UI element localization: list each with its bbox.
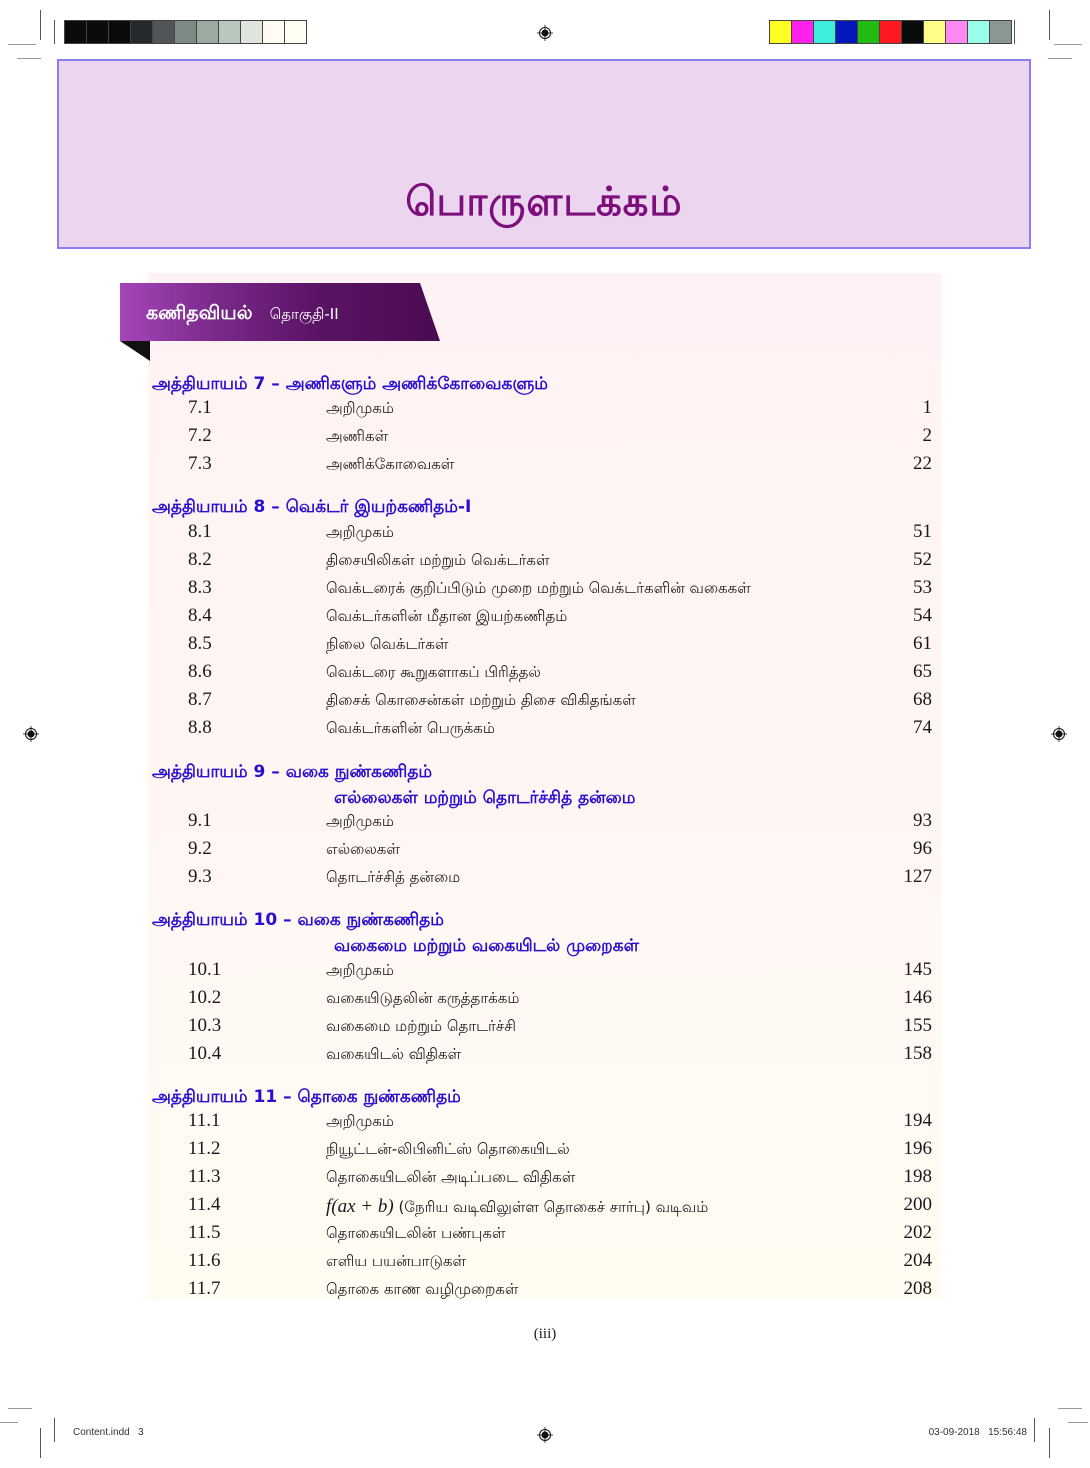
page-ref: 200 (903, 1194, 932, 1215)
page-ref: 1 (922, 397, 932, 418)
color-swatch (87, 21, 108, 43)
section-title-text: (நேரிய வடிவிலுள்ள தொகைச் சார்பு) வடிவம் (393, 1198, 709, 1216)
section-title: திசைக் கொசைன்கள் மற்றும் திசை விகிதங்கள் (326, 691, 636, 709)
section-number: 7.2 (188, 425, 212, 446)
toc-row[interactable] (150, 453, 932, 481)
page-ref: 54 (913, 605, 932, 626)
registration-mark-icon (537, 25, 553, 41)
color-swatch (814, 21, 835, 43)
page-ref: 202 (903, 1222, 932, 1243)
section-title: அறிமுகம் (326, 961, 394, 979)
crop-mark (1068, 1422, 1088, 1423)
page-ref: 96 (913, 838, 932, 859)
section-title: வகையிடுதலின் கருத்தாக்கம் (326, 989, 520, 1007)
subject-name: கணிதவியல் (146, 302, 253, 324)
section-number: 8.5 (188, 633, 212, 654)
section-number: 9.2 (188, 838, 212, 859)
section-title: வெக்டர்களின் பெருக்கம் (326, 719, 495, 737)
chapter-title: அத்தியாயம் 8 – வெக்டர் இயற்கணிதம்-I (152, 497, 472, 517)
registration-mark-icon (1051, 726, 1067, 742)
chapter-title: அத்தியாயம் 10 – வகை நுண்கணிதம் (152, 910, 444, 930)
section-number: 11.7 (188, 1278, 221, 1299)
color-swatch (946, 21, 967, 43)
color-swatch (770, 21, 791, 43)
toc-row[interactable] (150, 1166, 932, 1194)
color-swatch (65, 21, 86, 43)
page-ref: 68 (913, 689, 932, 710)
page-ref: 61 (913, 633, 932, 654)
chapter-title: அத்தியாயம் 11 – தொகை நுண்கணிதம் (152, 1087, 461, 1107)
toc-row[interactable] (150, 397, 932, 425)
toc-row[interactable] (150, 959, 932, 987)
toc-row[interactable] (150, 1110, 932, 1138)
registration-mark-icon (23, 726, 39, 742)
toc-row[interactable] (150, 425, 932, 453)
color-swatch (880, 21, 901, 43)
chapter-heading[interactable] (152, 762, 635, 810)
crop-mark (8, 44, 36, 45)
section-title: அணிக்கோவைகள் (326, 455, 455, 473)
toc-row[interactable] (150, 987, 932, 1015)
section-title: திசையிலிகள் மற்றும் வெக்டர்கள் (326, 551, 550, 569)
toc-row[interactable] (150, 1222, 932, 1250)
section-number: 9.3 (188, 866, 212, 887)
toc-row[interactable] (150, 605, 932, 633)
section-number: 11.4 (188, 1194, 221, 1215)
section-title: அறிமுகம் (326, 523, 394, 541)
crop-mark (1014, 20, 1015, 44)
section-title: தொகை காண வழிமுறைகள் (326, 1280, 519, 1298)
section-number: 8.8 (188, 717, 212, 738)
section-number: 8.2 (188, 549, 212, 570)
color-swatch (836, 21, 857, 43)
section-title: எளிய பயன்பாடுகள் (326, 1252, 467, 1270)
toc-row[interactable] (150, 521, 932, 549)
page-ref: 93 (913, 810, 932, 831)
section-title: தொடர்ச்சித் தன்மை (326, 868, 461, 886)
section-title: வெக்டரைக் குறிப்பிடும் முறை மற்றும் வெக்டர்களின் வகைகள் (326, 579, 751, 597)
color-swatch (902, 21, 923, 43)
page-ref: 22 (913, 453, 932, 474)
toc-row[interactable] (150, 1278, 932, 1306)
volume-label: தொகுதி-II (269, 305, 339, 323)
toc-row[interactable] (150, 1015, 932, 1043)
grayscale-color-bar (64, 20, 307, 44)
math-expression: f(ax + b) (326, 1196, 394, 1217)
crop-mark (40, 10, 41, 40)
color-swatch (241, 21, 262, 43)
section-title: அறிமுகம் (326, 812, 394, 830)
toc-row[interactable] (150, 577, 932, 605)
section-title: எல்லைகள் (326, 840, 400, 858)
section-title: நியூட்டன்-லிபினிட்ஸ் தொகையிடல் (326, 1140, 570, 1158)
page-ref: 52 (913, 549, 932, 570)
section-number: 10.3 (188, 1015, 222, 1036)
section-number: 7.3 (188, 453, 212, 474)
toc-row[interactable] (150, 810, 932, 838)
page-ref: 146 (903, 987, 932, 1008)
process-color-bar (769, 20, 1012, 44)
toc-row[interactable] (150, 549, 932, 577)
crop-mark (40, 1428, 41, 1458)
page-ref: 208 (903, 1278, 932, 1299)
section-number: 8.7 (188, 689, 212, 710)
color-swatch (924, 21, 945, 43)
crop-mark (8, 1408, 32, 1409)
slug-timestamp: 03-09-2018 15:56:48 (928, 1427, 1027, 1438)
toc-row[interactable] (150, 717, 932, 745)
section-number: 10.1 (188, 959, 222, 980)
page-ref: 198 (903, 1166, 932, 1187)
chapter-subtitle: வகைமை மற்றும் வகையிடல் முறைகள் (334, 936, 639, 956)
toc-row[interactable] (150, 838, 932, 866)
page-ref: 127 (903, 866, 932, 887)
chapter-title: அத்தியாயம் 9 – வகை நுண்கணிதம் (152, 762, 433, 782)
section-title (326, 1196, 708, 1218)
page-ref: 196 (903, 1138, 932, 1159)
page-ref: 2 (922, 425, 932, 446)
chapter-heading[interactable] (152, 497, 471, 519)
toc-row[interactable] (150, 1250, 932, 1278)
section-number: 7.1 (188, 397, 212, 418)
chapter-heading[interactable] (152, 1087, 461, 1109)
slug-filename: Content.indd 3 (73, 1427, 144, 1438)
crop-mark (54, 1418, 55, 1442)
section-number: 11.3 (188, 1166, 221, 1187)
chapter-heading[interactable] (152, 910, 639, 958)
color-swatch (219, 21, 240, 43)
crop-mark (1049, 1428, 1050, 1458)
page-title: பொருளடக்கம் (405, 179, 683, 225)
section-number: 10.2 (188, 987, 222, 1008)
section-title: தொகையிடலின் அடிப்படை விதிகள் (326, 1168, 576, 1186)
section-number: 8.6 (188, 661, 212, 682)
section-title: வெக்டரை கூறுகளாகப் பிரித்தல் (326, 663, 541, 681)
section-number: 11.1 (188, 1110, 221, 1131)
toc-row[interactable] (150, 1138, 932, 1166)
crop-mark (1054, 44, 1082, 45)
color-swatch (109, 21, 130, 43)
ribbon-fold (120, 341, 150, 361)
page-ref: 145 (903, 959, 932, 980)
subject-ribbon-label (146, 302, 339, 327)
registration-mark-icon (537, 1427, 553, 1443)
page-ref: 204 (903, 1250, 932, 1271)
toc-row[interactable] (150, 866, 932, 894)
chapter-subtitle: எல்லைகள் மற்றும் தொடர்ச்சித் தன்மை (334, 788, 636, 808)
toc-row[interactable] (150, 1043, 932, 1071)
section-title: தொகையிடலின் பண்புகள் (326, 1224, 506, 1242)
section-number: 8.1 (188, 521, 212, 542)
section-number: 8.3 (188, 577, 212, 598)
section-number: 10.4 (188, 1043, 222, 1064)
toc-row[interactable] (150, 633, 932, 661)
page-ref: 74 (913, 717, 932, 738)
section-number: 11.6 (188, 1250, 221, 1271)
section-title: வகைமை மற்றும் தொடர்ச்சி (326, 1017, 516, 1035)
page-ref: 158 (903, 1043, 932, 1064)
crop-mark (1058, 1408, 1082, 1409)
page-ref: 53 (913, 577, 932, 598)
color-swatch (153, 21, 174, 43)
color-swatch (175, 21, 196, 43)
crop-mark (1048, 58, 1072, 59)
color-swatch (968, 21, 989, 43)
page-ref: 65 (913, 661, 932, 682)
section-title: அணிகள் (326, 427, 389, 445)
toc-row[interactable] (150, 1194, 932, 1222)
section-title: அறிமுகம் (326, 399, 394, 417)
contents-header-box (57, 59, 1031, 249)
crop-mark (0, 1422, 18, 1423)
color-swatch (263, 21, 284, 43)
section-number: 11.5 (188, 1222, 221, 1243)
toc-row[interactable] (150, 661, 932, 689)
color-swatch (285, 21, 306, 43)
crop-mark (17, 58, 41, 59)
page-ref: 155 (903, 1015, 932, 1036)
section-number: 8.4 (188, 605, 212, 626)
chapter-title: அத்தியாயம் 7 – அணிகளும் அணிக்கோவைகளும் (152, 374, 548, 394)
toc-row[interactable] (150, 689, 932, 717)
color-swatch (858, 21, 879, 43)
color-swatch (197, 21, 218, 43)
crop-mark (1049, 10, 1050, 40)
color-swatch (792, 21, 813, 43)
page-ref: 51 (913, 521, 932, 542)
page-ref: 194 (903, 1110, 932, 1131)
section-number: 9.1 (188, 810, 212, 831)
chapter-heading[interactable] (152, 374, 548, 396)
color-swatch (131, 21, 152, 43)
section-title: அறிமுகம் (326, 1112, 394, 1130)
section-number: 11.2 (188, 1138, 221, 1159)
section-title: வெக்டர்களின் மீதான இயற்கணிதம் (326, 607, 568, 625)
page-number: (iii) (533, 1326, 557, 1342)
section-title: நிலை வெக்டர்கள் (326, 635, 449, 653)
crop-mark (54, 20, 55, 44)
crop-mark (1034, 1418, 1035, 1442)
color-swatch (990, 21, 1011, 43)
section-title: வகையிடல் விதிகள் (326, 1045, 462, 1063)
